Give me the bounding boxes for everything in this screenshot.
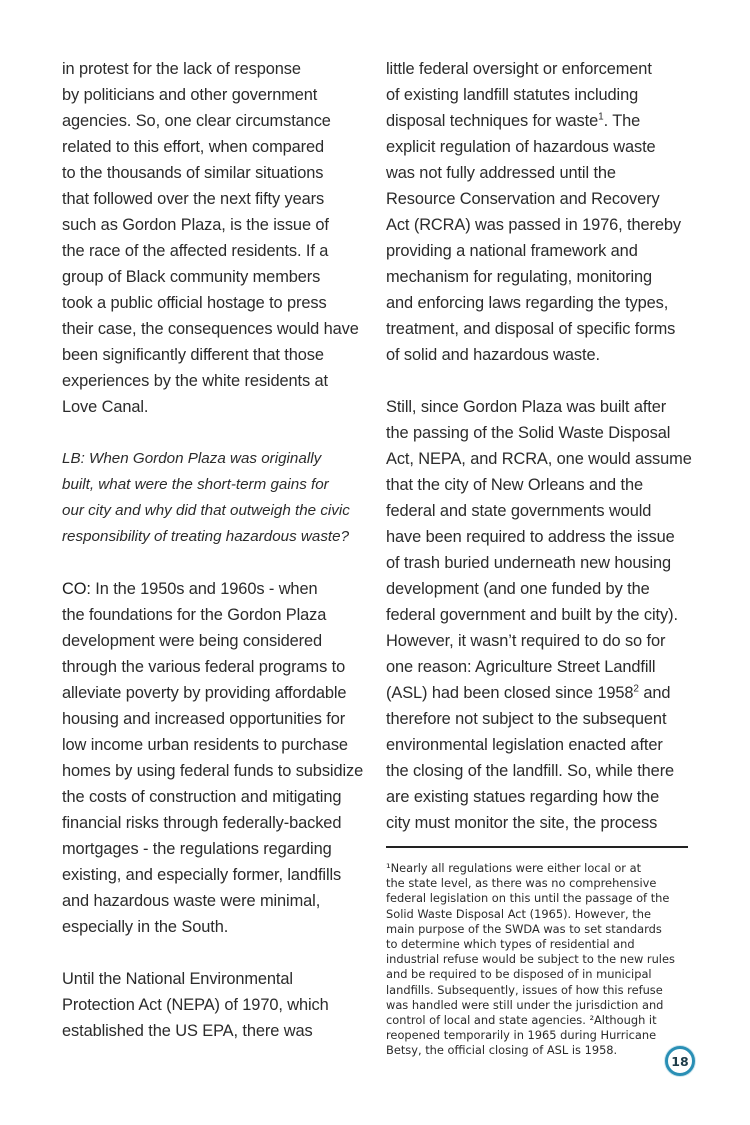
answer-line: mortgages - the regulations regarding (62, 840, 332, 858)
question-line (62, 446, 367, 472)
text-line: therefore not subject to the subsequent (386, 710, 667, 728)
answer-line: homes by using federal funds to subsidize (62, 762, 364, 780)
text-line: of existing landfill statutes including (386, 86, 639, 104)
footnote-line: to determine which types of residential and (386, 937, 635, 952)
answer-line: and hazardous waste were minimal, (62, 892, 321, 910)
footnotes (386, 861, 691, 1059)
text-line: took a public official hostage to press (62, 294, 327, 312)
question-line: built, what were the short-term gains for (62, 476, 329, 493)
question-line: responsibility of treating hazardous waste? (62, 528, 350, 545)
footnote-line: was handled were still under the jurisdiction and (386, 997, 664, 1012)
text-line: Until the National Environmental (62, 970, 293, 988)
answer-line: existing, and especially former, landfills (62, 866, 342, 884)
paragraph (386, 56, 701, 368)
text-line: of trash buried underneath new housing (386, 554, 672, 572)
text-line: environmental legislation enacted after (386, 736, 663, 754)
footnote-line: landfills. Subsequently, issues of how this refuse (386, 982, 663, 997)
paragraph (62, 56, 367, 420)
text-line: agencies. So, one clear circumstance (62, 112, 331, 130)
text-line: that followed over the next fifty years (62, 190, 325, 208)
answer-line: alleviate poverty by providing affordable (62, 684, 347, 702)
text-line: in protest for the lack of response (62, 60, 301, 78)
text-span: (ASL) had been closed since 1958 (386, 684, 634, 702)
respondent-label: CO: (62, 580, 91, 598)
text-line: been significantly different that those (62, 346, 324, 364)
text-line: federal government and built by the city). (386, 606, 678, 624)
footnote-line: control of local and state agencies. ²Although it (386, 1013, 657, 1028)
left-column (62, 56, 367, 1044)
right-column (386, 56, 701, 836)
text-line: their case, the consequences would have (62, 320, 359, 338)
question-text: When Gordon Plaza was originally (84, 450, 322, 467)
text-line: group of Black community members (62, 268, 321, 286)
text-span: . The (603, 112, 641, 130)
text-line: by politicians and other government (62, 86, 318, 104)
text-line: established the US EPA, there was (62, 1022, 313, 1040)
text-line (386, 680, 701, 706)
footnote-line: main purpose of the SWDA was to set standards (386, 921, 662, 936)
text-line: However, it wasn’t required to do so for (386, 632, 666, 650)
footnote-line: Solid Waste Disposal Act (1965). However, the (386, 906, 651, 921)
text-line: the closing of the landfill. So, while there (386, 762, 675, 780)
answer-line: the costs of construction and mitigating (62, 788, 342, 806)
question-line: our city and why did that outweigh the civic (62, 502, 350, 519)
interview-answer (62, 576, 367, 940)
text-line: to the thousands of similar situations (62, 164, 324, 182)
answer-line: through the various federal programs to (62, 658, 346, 676)
paragraph (62, 966, 367, 1044)
text-line: and enforcing laws regarding the types, (386, 294, 669, 312)
text-line: was not fully addressed until the (386, 164, 616, 182)
answer-line: development were being considered (62, 632, 323, 650)
text-line: one reason: Agriculture Street Landfill (386, 658, 656, 676)
text-line: of solid and hazardous waste. (386, 346, 600, 364)
answer-line: the foundations for the Gordon Plaza (62, 606, 327, 624)
answer-text: In the 1950s and 1960s - when (90, 580, 318, 598)
text-line (386, 108, 701, 134)
interviewer-label: LB: (62, 450, 85, 467)
text-line: federal and state governments would (386, 502, 652, 520)
text-line: that the city of New Orleans and the (386, 476, 643, 494)
text-line: related to this effort, when compared (62, 138, 325, 156)
text-line: such as Gordon Plaza, is the issue of (62, 216, 329, 234)
text-line: experiences by the white residents at (62, 372, 328, 390)
text-line: Act, NEPA, and RCRA, one would assume (386, 450, 692, 468)
text-span: and (638, 684, 671, 702)
text-line: Still, since Gordon Plaza was built after (386, 398, 667, 416)
text-line: are existing statues regarding how the (386, 788, 660, 806)
answer-line: housing and increased opportunities for (62, 710, 346, 728)
paragraph (386, 394, 701, 836)
text-line: providing a national framework and (386, 242, 638, 260)
text-line: Act (RCRA) was passed in 1976, thereby (386, 216, 682, 234)
footnote-line: and be required to be disposed of in municipal (386, 967, 652, 982)
page-number-badge: 18 (665, 1046, 695, 1076)
text-line: explicit regulation of hazardous waste (386, 138, 656, 156)
text-line: treatment, and disposal of specific forms (386, 320, 676, 338)
text-line: mechanism for regulating, monitoring (386, 268, 653, 286)
text-line: development (and one funded by the (386, 580, 650, 598)
text-line: have been required to address the issue (386, 528, 675, 546)
text-span: disposal techniques for waste (386, 112, 599, 130)
text-line: Protection Act (NEPA) of 1970, which (62, 996, 329, 1014)
footnote-line: the state level, as there was no comprehensive (386, 876, 657, 891)
text-line: city must monitor the site, the process (386, 814, 658, 832)
footnote-line: industrial refuse would be subject to the new rules (386, 952, 675, 967)
answer-line (62, 576, 367, 602)
footnote-ref[interactable]: 1 (598, 111, 604, 123)
answer-line: financial risks through federally-backed (62, 814, 342, 832)
footnote-line: Betsy, the official closing of ASL is 1958. (386, 1043, 618, 1058)
footnote-line: federal legislation on this until the passage of the (386, 891, 670, 906)
answer-line: especially in the South. (62, 918, 229, 936)
text-line: the passing of the Solid Waste Disposal (386, 424, 671, 442)
text-line: Resource Conservation and Recovery (386, 190, 660, 208)
answer-line: low income urban residents to purchase (62, 736, 348, 754)
text-line: the race of the affected residents. If a (62, 242, 329, 260)
footnote-divider (386, 846, 688, 848)
text-line: little federal oversight or enforcement (386, 60, 652, 78)
interview-question (62, 446, 367, 550)
text-line: Love Canal. (62, 398, 149, 416)
footnote-ref[interactable]: 2 (633, 683, 639, 695)
footnote-line: reopened temporarily in 1965 during Hurricane (386, 1028, 657, 1043)
footnote-line: ¹Nearly all regulations were either local or at (386, 861, 642, 875)
